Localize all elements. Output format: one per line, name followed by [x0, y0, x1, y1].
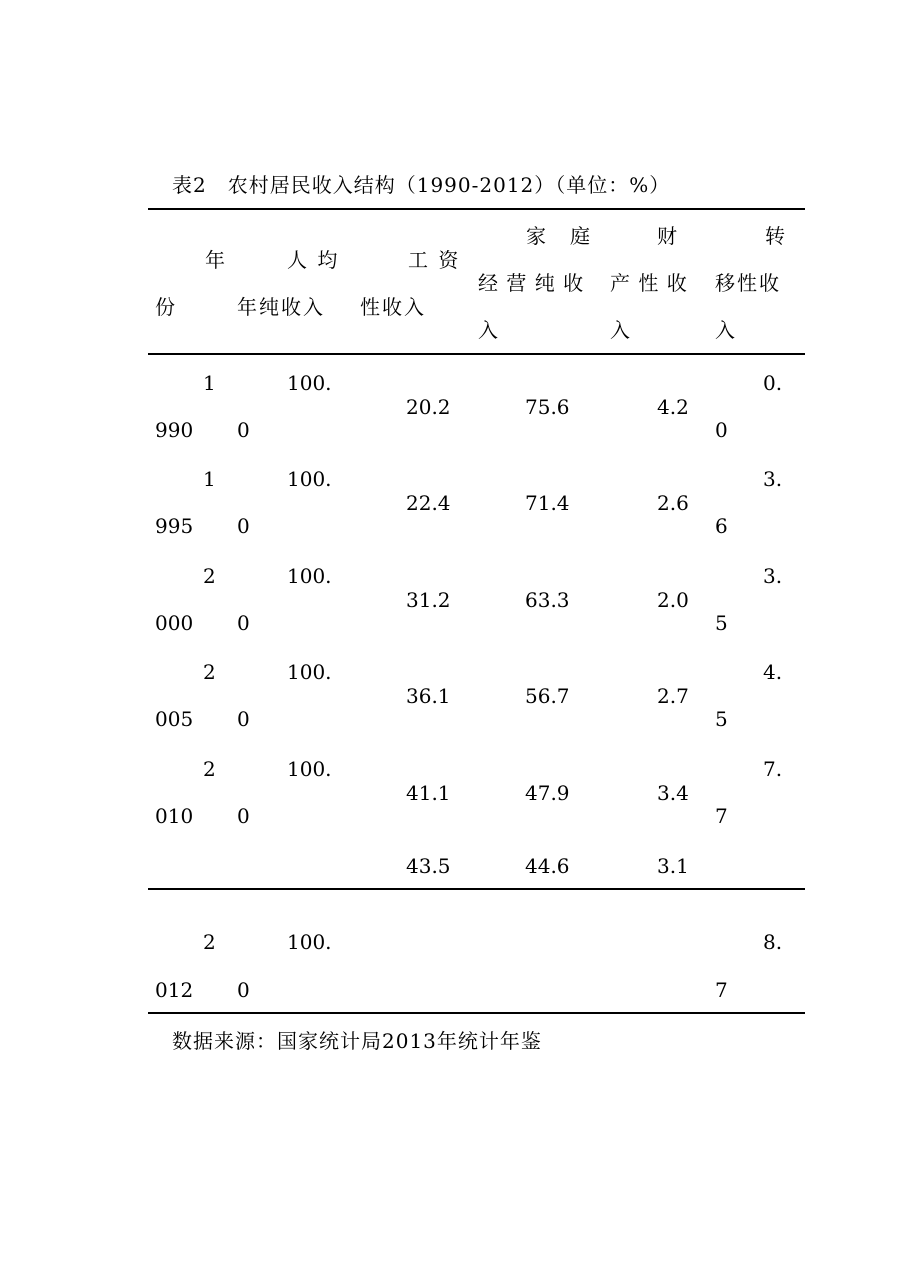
cell-household: 71.4	[525, 491, 570, 515]
header-property-line2: 产 性 收	[610, 271, 688, 295]
cell-household: 47.9	[525, 781, 570, 805]
cell-property: 2.7	[657, 684, 689, 708]
header-property-line1: 财	[657, 224, 677, 248]
cell-transfer-line2: 7	[715, 804, 728, 828]
cell-household: 75.6	[525, 395, 570, 419]
table-header-rule	[148, 353, 805, 355]
header-household-line1: 家 庭	[526, 224, 592, 248]
cell-transfer-line2: 5	[715, 707, 728, 731]
cell-year-line1: 1	[203, 467, 216, 491]
header-household-line3: 入	[478, 318, 498, 342]
cell-household: 44.6	[525, 854, 570, 878]
cell-wage: 20.2	[406, 395, 451, 419]
cell-year-line1: 2	[203, 930, 216, 954]
cell-wage: 43.5	[406, 854, 451, 878]
table-bottom-rule	[148, 1012, 805, 1014]
header-transfer-line2: 移性收	[715, 271, 781, 295]
header-household-line2: 经 营 纯 收	[478, 271, 585, 295]
cell-percapita-line2: 0	[237, 978, 250, 1002]
cell-transfer-line1: 7.	[763, 757, 783, 781]
cell-property: 3.4	[657, 781, 689, 805]
header-year-line2: 份	[155, 295, 177, 319]
header-property-line3: 入	[610, 318, 630, 342]
cell-percapita-line1: 100.	[287, 757, 332, 781]
cell-property: 2.0	[657, 588, 689, 612]
cell-wage: 41.1	[406, 781, 451, 805]
cell-year-line2: 000	[155, 611, 194, 635]
header-wage-line2: 性收入	[360, 295, 426, 319]
cell-household: 56.7	[525, 684, 570, 708]
cell-property: 2.6	[657, 491, 689, 515]
cell-transfer-line2: 7	[715, 978, 728, 1002]
cell-transfer-line1: 3.	[763, 467, 783, 491]
header-wage-line1: 工 资	[408, 248, 461, 272]
cell-percapita-line1: 100.	[287, 660, 332, 684]
cell-year-line1: 2	[203, 757, 216, 781]
header-year-line1: 年	[205, 248, 227, 272]
table-bottom-rule-split	[148, 888, 805, 890]
cell-percapita-line2: 0	[237, 611, 250, 635]
cell-year-line1: 1	[203, 371, 216, 395]
cell-percapita-line1: 100.	[287, 371, 332, 395]
cell-transfer-line1: 8.	[763, 930, 783, 954]
cell-year-line2: 995	[155, 514, 194, 538]
header-transfer-line3: 入	[715, 318, 735, 342]
cell-percapita-line1: 100.	[287, 467, 332, 491]
cell-wage: 36.1	[406, 684, 451, 708]
cell-percapita-line1: 100.	[287, 564, 332, 588]
cell-transfer-line1: 4.	[763, 660, 783, 684]
cell-year-line1: 2	[203, 660, 216, 684]
cell-percapita-line2: 0	[237, 514, 250, 538]
cell-household: 63.3	[525, 588, 570, 612]
cell-transfer-line1: 0.	[763, 371, 783, 395]
cell-year-line2: 990	[155, 418, 194, 442]
data-source-note: 数据来源：国家统计局2013年统计年鉴	[172, 1029, 542, 1053]
cell-percapita-line1: 100.	[287, 930, 332, 954]
cell-transfer-line1: 3.	[763, 564, 783, 588]
cell-year-line2: 010	[155, 804, 194, 828]
cell-wage: 22.4	[406, 491, 451, 515]
cell-percapita-line2: 0	[237, 804, 250, 828]
cell-property: 4.2	[657, 395, 689, 419]
cell-year-line2: 005	[155, 707, 194, 731]
cell-year-line1: 2	[203, 564, 216, 588]
cell-transfer-line2: 0	[715, 418, 728, 442]
cell-wage: 31.2	[406, 588, 451, 612]
cell-property: 3.1	[657, 854, 689, 878]
cell-year-line2: 012	[155, 978, 194, 1002]
header-percapita-line2: 年纯收入	[237, 295, 325, 319]
cell-percapita-line2: 0	[237, 707, 250, 731]
header-percapita-line1: 人 均	[287, 248, 340, 272]
cell-transfer-line2: 5	[715, 611, 728, 635]
table-title: 表2 农村居民收入结构（1990-2012）（单位：%）	[172, 173, 671, 197]
header-transfer-line1: 转	[765, 224, 785, 248]
cell-transfer-line2: 6	[715, 514, 728, 538]
table-top-rule	[148, 208, 805, 210]
cell-percapita-line2: 0	[237, 418, 250, 442]
